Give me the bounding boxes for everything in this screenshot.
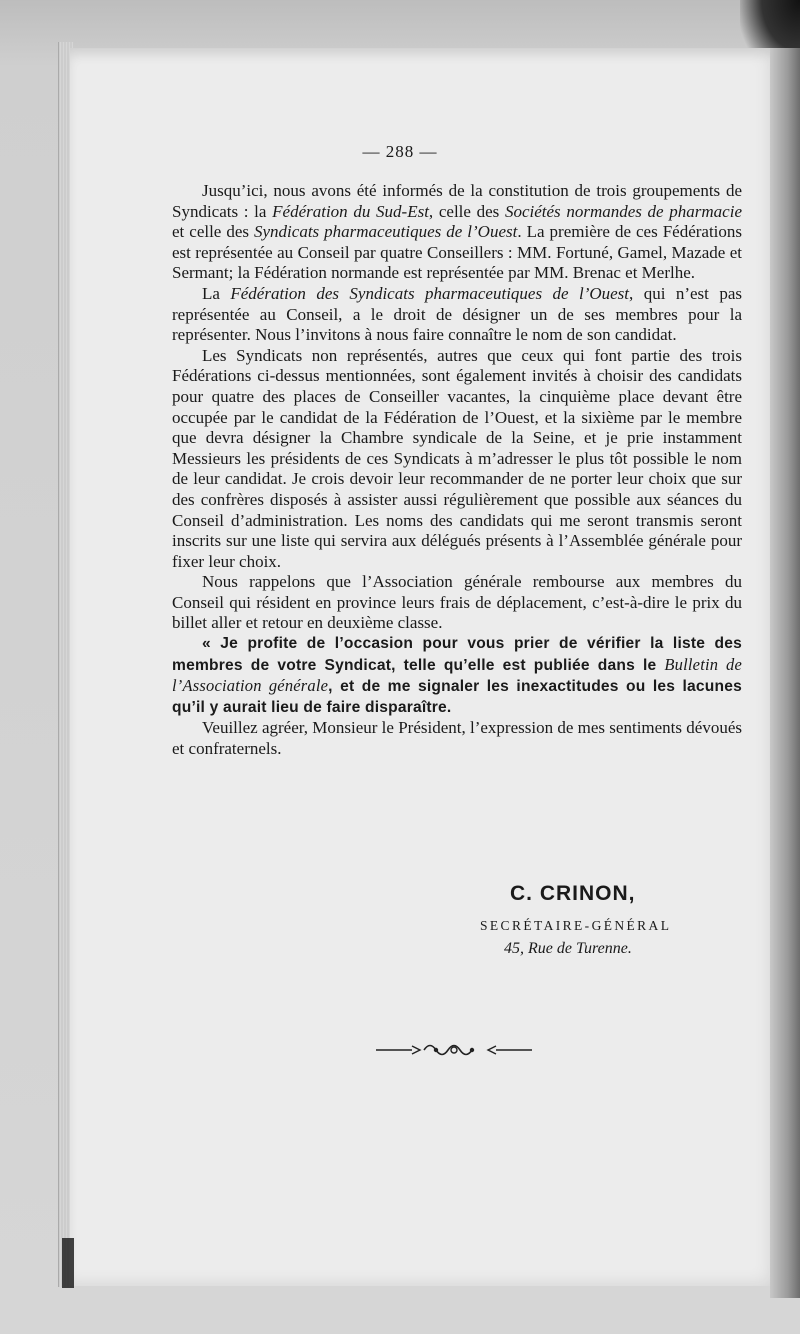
paragraph (172, 346, 742, 573)
italic-text: Fédération du Sud-Est (272, 201, 429, 221)
paragraph (172, 718, 742, 759)
italic-text: Syndicats pharmaceutiques de l’Ouest (254, 222, 518, 242)
page-stack-bottom (62, 1238, 74, 1288)
decorative-ornament-icon (376, 1040, 532, 1060)
signatory-title: SECRÉTAIRE-GÉNÉRAL (480, 918, 672, 933)
italic-text: Fédération des Syndicats pharmaceutiques de l’Ouest (230, 283, 630, 303)
text-run: Les Syndicats non représentés, autres que ceux qui font partie des trois Fédérations ci-dessus mentionnées, sont également invités à choisir des candidats pour quatre des places de Conseiller vacantes, la cinquième place devant être occupée par le candidat de la Fédération de l’Ouest, et la sixième par le membre que devra désigner la Chambre syndicale de la Seine, et je prie instamment Messieurs les présidents de ces Syndicats à m’adresser le plus tôt possible le nom de leur candidat. Je crois devoir leur recommander de ne porter leur choix que sur des confrères disposés à assister aussi régulièrement que possible aux séances du Conseil d’administration. Les noms des candidats qui me seront transmis seront inscrits sur une liste qui servira aux délégués présents à l’Assemblée générale pour fixer leur choix. (172, 345, 742, 571)
paragraph (172, 284, 742, 346)
letter-body (172, 181, 742, 760)
text-run: Jusqu’ici, nous avons été informés de la constitution de trois groupements de Syndicats : la (172, 181, 742, 221)
text-run: « Je profite de l’occasion pour vous prier de vérifier la liste des membres de votre Syndicat, telle qu’elle est publiée dans le (172, 635, 742, 674)
gutter-shadow (770, 48, 800, 1298)
italic-text: Sociétés normandes de pharmacie (504, 201, 742, 221)
signatory-name: C. CRINON, (510, 882, 636, 905)
text-run: . La première de ces Fédérations est représentée au Conseil par quatre Conseillers : MM. Fortuné, Gamel, Mazade et Sermant; la Fédération normande est représentée par MM. Brenac et Merlhe. (172, 222, 743, 283)
paragraph (172, 181, 742, 284)
text-run: , et de me signaler les inexactitudes ou les lacunes qu’il y aurait lieu de faire disparaître. (172, 678, 742, 716)
text-run: , celle des (428, 201, 505, 221)
quoted-paragraph (172, 634, 742, 718)
signatory-address: 45, Rue de Turenne. (504, 940, 632, 957)
page-number: — 288 — (362, 142, 438, 161)
text-run: et celle des (172, 222, 255, 242)
paragraph (172, 572, 742, 634)
italic-text: Bulletin de l’Association générale (172, 654, 742, 696)
text-run: , qui n’est pas représentée au Conseil, a le droit de désigner un de ses membres pour la représenter. Nous l’invitons à nous faire connaître le nom de son candidat. (172, 283, 742, 345)
text-run: La (202, 283, 231, 303)
text-run: Veuillez agréer, Monsieur le Président, l’expression de mes sentiments dévoués et confraternels. (172, 718, 742, 759)
text-run: Nous rappelons que l’Association générale rembourse aux membres du Conseil qui résident en province leurs frais de déplacement, c’est-à-dire le prix du billet aller et retour en deuxième classe. (172, 572, 742, 633)
